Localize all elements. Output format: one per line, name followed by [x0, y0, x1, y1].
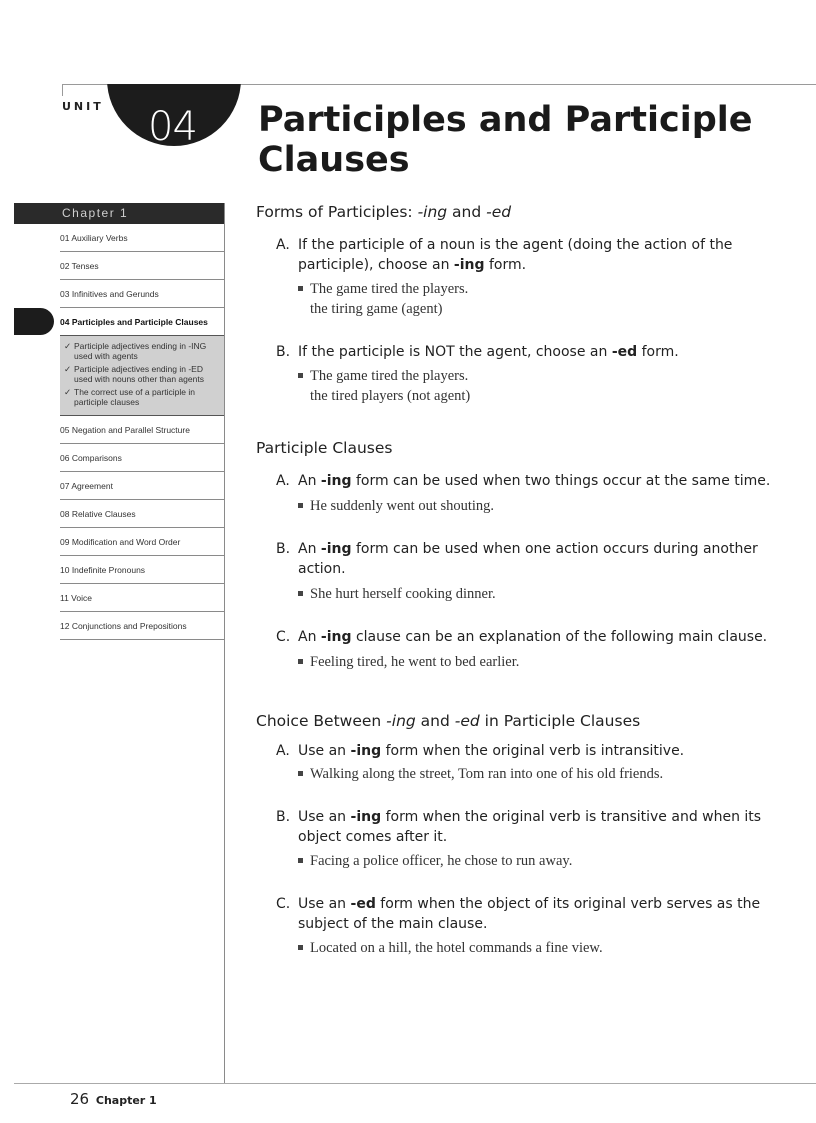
chapter-header: Chapter 1: [14, 203, 224, 224]
sidebar-item[interactable]: 05 Negation and Parallel Structure: [60, 416, 224, 444]
rule-item: [276, 342, 796, 362]
rule-text-part: Use an: [298, 743, 351, 759]
footer-rule: [14, 1083, 816, 1084]
title-italic: -ing: [417, 203, 448, 221]
rule-text-part: form can be used when one action occurs during another action.: [298, 541, 758, 577]
current-tab-marker: [14, 308, 54, 335]
example-sentence: [298, 652, 796, 672]
sidebar-item[interactable]: 07 Agreement: [60, 472, 224, 500]
title-italic: -ed: [454, 712, 480, 730]
rule-text-part: clause can be an explanation of the following main clause.: [351, 629, 768, 645]
circle-mask: [100, 0, 250, 84]
bullet-icon: [298, 373, 303, 378]
rule-bold: -ed: [350, 896, 376, 912]
bullet-icon: [298, 771, 303, 776]
bullet-icon: [298, 503, 303, 508]
check-icon: ✓: [64, 387, 72, 397]
title-italic: -ed: [486, 203, 512, 221]
check-icon: ✓: [64, 364, 72, 374]
rule-letter: C.: [276, 629, 291, 645]
rule-text-part: Use an: [298, 809, 351, 825]
title-text: in Participle Clauses: [479, 712, 641, 730]
example-sentence: [298, 496, 796, 516]
sidebar-item[interactable]: 03 Infinitives and Gerunds: [60, 280, 224, 308]
rule-item: [276, 235, 796, 275]
rule-bold: -ing: [320, 629, 352, 645]
footer-chapter: Chapter 1: [95, 1094, 157, 1107]
rule-text-part: An: [298, 473, 321, 489]
rule-letter: C.: [276, 896, 291, 912]
rule-text-part: form.: [484, 257, 527, 273]
sidebar-item[interactable]: 12 Conjunctions and Prepositions: [60, 612, 224, 640]
bullet-icon: [298, 286, 303, 291]
subtopic-item: [64, 387, 218, 407]
rule-text-part: form can be used when two things occur at the same time.: [351, 473, 771, 489]
example-sentence: [298, 764, 796, 784]
sidebar-item[interactable]: 02 Tenses: [60, 252, 224, 280]
example-text: Feeling tired, he went to bed earlier.: [310, 654, 520, 670]
rule-bold: -ing: [453, 257, 485, 273]
sidebar-item[interactable]: 11 Voice: [60, 584, 224, 612]
section-title: Participle Clauses: [256, 439, 393, 457]
section-title: [256, 203, 796, 221]
example-text: She hurt herself cooking dinner.: [310, 586, 496, 602]
rule-text-part: form when the original verb is intransitive.: [381, 743, 685, 759]
rule-letter: A.: [276, 473, 290, 489]
rule-text: [298, 741, 684, 761]
subtopic-item: [64, 341, 218, 361]
bullet-icon: [298, 659, 303, 664]
rule-text-part: An: [298, 629, 321, 645]
subtopic-text: The correct use of a participle in participle clauses: [74, 387, 195, 407]
rule-letter: B.: [276, 541, 291, 557]
unit-number: 04: [148, 104, 197, 150]
section-title: [256, 712, 796, 730]
rule-text: [298, 539, 796, 579]
main-content: [256, 200, 796, 958]
sidebar-divider: [224, 203, 225, 1083]
title-text: Forms of Participles:: [256, 203, 418, 221]
example-text: The game tired the players.: [310, 281, 469, 297]
check-icon: ✓: [64, 341, 72, 351]
rule-text: [298, 627, 767, 647]
example-note: the tiring game (agent): [310, 301, 443, 317]
subtopic-text: Participle adjectives ending in -ING used with agents: [74, 341, 207, 361]
rule-bold: -ing: [350, 809, 382, 825]
chapter-sidebar: [14, 203, 224, 640]
title-text: and: [415, 712, 455, 730]
rule-text: [298, 807, 796, 847]
example-sentence: [298, 938, 796, 958]
rule-bold: -ed: [611, 344, 638, 360]
rule-text-part: Use an: [298, 896, 351, 912]
rule-item: [276, 807, 796, 847]
example-text: Located on a hill, the hotel commands a fine view.: [310, 940, 603, 956]
rule-bold: -ing: [350, 743, 382, 759]
bullet-icon: [298, 858, 303, 863]
example-sentence: [298, 851, 796, 871]
page-footer: [70, 1090, 157, 1108]
sidebar-item-current-label: 04 Participles and Participle Clauses: [60, 317, 208, 327]
rule-text-part: If the participle is NOT the agent, choose an: [298, 344, 612, 360]
sidebar-item[interactable]: 10 Indefinite Pronouns: [60, 556, 224, 584]
example-sentence: [298, 366, 796, 386]
sidebar-item-current[interactable]: [60, 308, 224, 336]
sidebar-item[interactable]: 01 Auxiliary Verbs: [60, 224, 224, 252]
page-number: 26: [70, 1090, 90, 1108]
example-text: Walking along the street, Tom ran into one of his old friends.: [310, 766, 664, 782]
rule-text-part: form when the object of its original verb serves as the subject of the main clause.: [298, 896, 761, 932]
page-title: Participles and Participle Clauses: [258, 100, 753, 180]
rule-item: [276, 894, 796, 934]
rule-bold: -ing: [320, 541, 352, 557]
rule-text-part: form when the original verb is transitive and when its object comes after it.: [298, 809, 762, 845]
rule-letter: B.: [276, 344, 291, 360]
rule-text-part: form.: [637, 344, 679, 360]
rule-letter: B.: [276, 809, 291, 825]
example-sentence: [298, 279, 796, 299]
rule-text: [298, 342, 679, 362]
sidebar-item[interactable]: 06 Comparisons: [60, 444, 224, 472]
header-tick: [62, 84, 63, 96]
rule-text: [298, 471, 770, 491]
subtopic-text: Participle adjectives ending in -ED used with nouns other than agents: [74, 364, 204, 384]
example-text: He suddenly went out shouting.: [310, 498, 495, 514]
bullet-icon: [298, 591, 303, 596]
bullet-icon: [298, 945, 303, 950]
rule-text-part: If the participle of a noun is the agent (doing the action of the participle), choose an: [298, 237, 733, 273]
sidebar-item[interactable]: 09 Modification and Word Order: [60, 528, 224, 556]
title-italic: -ing: [386, 712, 416, 730]
rule-item: [276, 539, 796, 579]
example-text: The game tired the players.: [310, 368, 469, 384]
sidebar-item[interactable]: 08 Relative Clauses: [60, 500, 224, 528]
subtopic-item: [64, 364, 218, 384]
rule-text: [298, 894, 796, 934]
title-text: and: [447, 203, 487, 221]
example-text: Facing a police officer, he chose to run away.: [310, 853, 573, 869]
example-sentence: [298, 584, 796, 604]
rule-text: [298, 235, 796, 275]
rule-item: [276, 741, 796, 761]
unit-label: UNIT: [62, 100, 104, 113]
example-note: the tired players (not agent): [310, 388, 471, 404]
rule-letter: A.: [276, 743, 290, 759]
subtopic-box: [60, 336, 224, 416]
rule-bold: -ing: [320, 473, 352, 489]
rule-text-part: An: [298, 541, 321, 557]
rule-item: [276, 471, 796, 491]
title-text: Choice Between: [256, 712, 387, 730]
rule-letter: A.: [276, 237, 290, 253]
rule-item: [276, 627, 796, 647]
